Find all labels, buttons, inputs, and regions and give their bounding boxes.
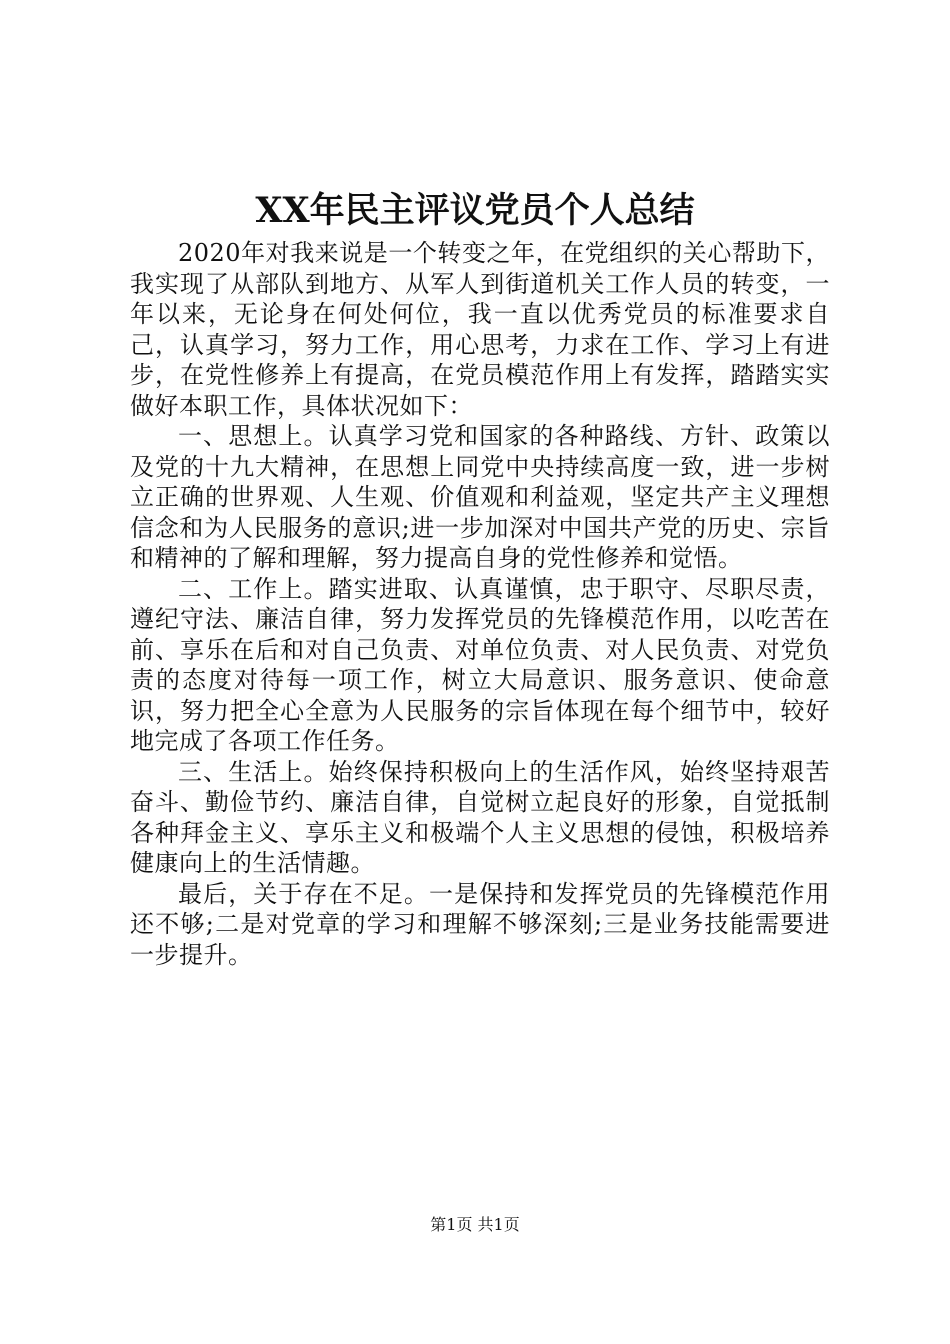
paragraph-work: 二、工作上。踏实进取、认真谨慎，忠于职守、尽职尽责，遵纪守法、廉洁自律，努力发挥党员的先锋模范作用，以吃苦在前、享乐在后和对自己负责、对单位负责、对人民负责、对党负责的态度对待每一项工作，树立大局意识、服务意识、使命意识，努力把全心全意为人民服务的宗旨体现在每个细节中，较好地完成了各项工作任务。 — [130, 574, 830, 755]
paragraph-life: 三、生活上。始终保持积极向上的生活作风，始终坚持艰苦奋斗、勤俭节约、廉洁自律，自觉树立起良好的形象，自觉抵制各种拜金主义、享乐主义和极端个人主义思想的侵蚀，积极培养健康向上的生活情趣。 — [130, 757, 830, 877]
paragraph-ideology: 一、思想上。认真学习党和国家的各种路线、方针、政策以及党的十九大精神，在思想上同党中央持续高度一致，进一步树立正确的世界观、人生观、价值观和利益观，坚定共产主义理想信念和为人民服务的意识;进一步加深对中国共产党的历史、宗旨和精神的了解和理解，努力提高自身的党性修养和觉悟。 — [130, 422, 830, 572]
document-body — [130, 238, 830, 970]
page-footer: 第1页 共1页 — [430, 1215, 520, 1234]
paragraph-intro: 2020年对我来说是一个转变之年，在党组织的关心帮助下，我实现了从部队到地方、从军人到街道机关工作人员的转变，一年以来，无论身在何处何位，我一直以优秀党员的标准要求自己，认真学习，努力工作，用心思考，力求在工作、学习上有进步，在党性修养上有提高，在党员模范作用上有发挥，踏踏实实做好本职工作，具体状况如下： — [130, 239, 830, 420]
document-title: XX年民主评议党员个人总结 — [255, 190, 695, 231]
paragraph-shortcomings: 最后，关于存在不足。一是保持和发挥党员的先锋模范作用还不够;二是对党章的学习和理解不够深刻;三是业务技能需要进一步提升。 — [130, 879, 830, 969]
